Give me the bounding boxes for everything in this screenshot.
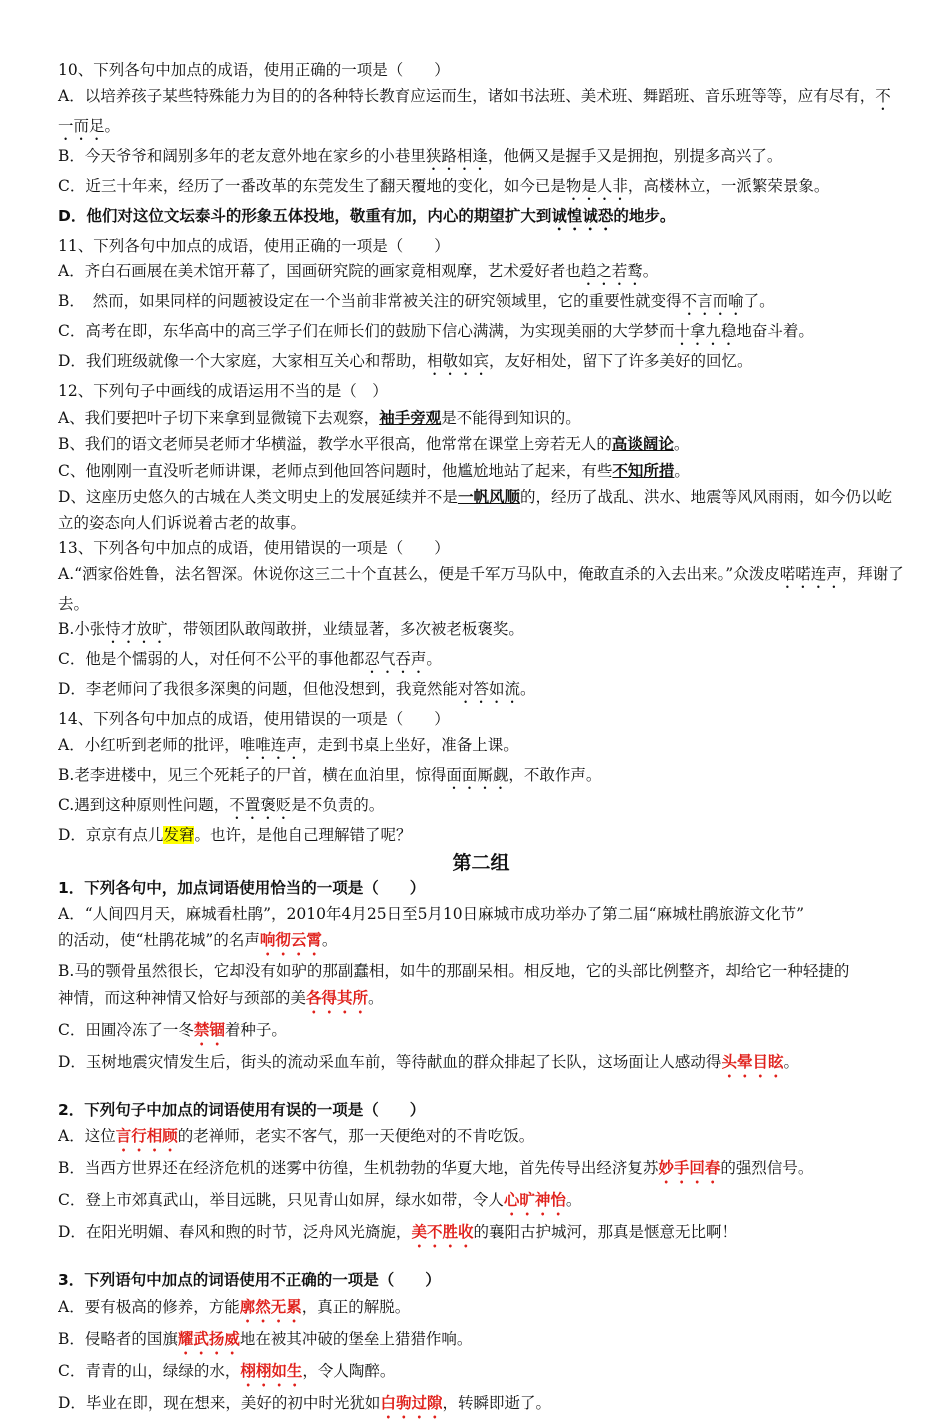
dotted-idiom: 不言而喻 (681, 292, 744, 310)
dotted-idiom: 唯唯连声 (239, 735, 302, 754)
red-dotted-idiom: 各得其所 (306, 987, 369, 1007)
q14-option-c: C.遇到这种原则性问题，不置褒贬是不负责的。 (58, 795, 385, 814)
underlined-idiom: 一帆风顺 (457, 487, 520, 506)
g2-q1-option-b-line1: B.马的颚骨虽然很长，它却没有如驴的那副蠢相，如牛的那副呆相。相反地，它的头部比例整齐，却给它一种轻捷的 (58, 962, 850, 980)
q11-option-c: C．高考在即，东华高中的高三学子们在师长们的鼓励下信心满满，为实现美丽的大学梦而十拿九稳地奋斗着。 (58, 322, 814, 340)
red-dotted-idiom: 言行相顾 (115, 1126, 178, 1145)
q10-option-a: A．以培养孩子某些特殊能力为目的的各种特长教育应运而生，诸如书法班、美术班、舞蹈班、音乐班等等，应有尽有，不一而足。 (58, 86, 891, 135)
q13-option-b: B.小张恃才放旷，带领团队敢闯敢拼，业绩显著，多次被老板褒奖。 (58, 620, 524, 638)
g2-q1-option-a-line1: A．“人间四月天，麻城看杜鹃”，2010年4月25日至5月10日麻城市成功举办了第二届“麻城杜鹃旅游文化节” (58, 904, 805, 923)
red-dotted-idiom: 美不胜收 (411, 1222, 474, 1241)
q14-stem: 14、下列各句中加点的成语，使用错误的一项是（ ） (58, 710, 450, 728)
g2-q1-option-b-line2: 神情，而这种神情又恰好与颈部的美各得其所。 (58, 987, 384, 1007)
g2-q1-option-c: C．田圃冷冻了一冬禁锢着种子。 (58, 1019, 287, 1039)
g2-q3-option-b: B．侵略者的国旗耀武扬威地在被其冲破的堡垒上猎猎作响。 (58, 1328, 473, 1348)
underlined-idiom: 袖手旁观 (379, 407, 442, 427)
g2-q2-option-d: D．在阳光明媚、春风和煦的时节，泛舟风光旖旎，美不胜收的襄阳古护城河，那真是惬意无比啊！ (58, 1222, 737, 1241)
document (58, 58, 904, 1422)
red-dotted-idiom: 廓然无累 (239, 1296, 302, 1316)
dotted-idiom: 狭路相逢 (425, 146, 488, 165)
dotted-idiom: 物是人非 (565, 176, 628, 195)
red-dotted-idiom: 禁锢 (193, 1019, 225, 1039)
q11-option-a: A．齐白石画展在美术馆开幕了，国画研究院的画家竟相观摩，艺术爱好者也趋之若鹜。 (58, 262, 659, 280)
underlined-idiom: 高谈阔论 (611, 434, 674, 453)
g2-q3-stem: 3．下列语句中加点的词语使用不正确的一项是（ ） (58, 1271, 441, 1289)
dotted-idiom: 对答如流 (457, 680, 520, 698)
underlined-idiom: 不知所措 (612, 460, 675, 480)
q12-option-c: C、他刚刚一直没听老师讲课，老师点到他回答问题时，他尴尬地站了起来，有些不知所措。 (58, 460, 690, 480)
red-dotted-idiom: 耀武扬威 (177, 1328, 240, 1348)
highlighted-word: 发窘 (163, 825, 195, 844)
dotted-idiom: 十拿九稳 (674, 322, 737, 340)
g2-q2-option-c: C．登上市郊真武山，举目远眺，只见青山如屏，绿水如带，令人心旷神怡。 (58, 1190, 582, 1209)
g2-q3-option-c: C．青青的山，绿绿的水，栩栩如生，令人陶醉。 (58, 1360, 396, 1380)
red-dotted-idiom: 妙手回春 (658, 1158, 721, 1177)
q12-option-d: D、这座历史悠久的古城在人类文明史上的发展延续并不是一帆风顺的，经历了战乱、洪水、地震等风风雨雨，如今仍以屹立的姿态向人们诉说着古老的故事。 (58, 487, 892, 532)
red-dotted-idiom: 白驹过隙 (380, 1392, 443, 1412)
q12-stem: 12、下列句子中画线的成语运用不当的是（ ） (58, 382, 388, 400)
g2-q2-option-a: A．这位言行相顾的老禅师，老实不客气，那一天便绝对的不肯吃饭。 (58, 1126, 535, 1145)
q11-option-d: D．我们班级就像一个大家庭，大家相互关心和帮助，相敬如宾，友好相处，留下了许多美好的回忆。 (58, 352, 753, 370)
g2-q2-stem: 2．下列句子中加点的词语使用有误的一项是（ ） (58, 1100, 426, 1119)
q10-option-d: D．他们对这位文坛泰斗的形象五体投地，敬重有加，内心的期望扩大到诚惶诚恐的地步。 (58, 206, 676, 225)
dotted-idiom: 诚惶诚恐 (551, 206, 614, 225)
g2-q1-option-a-line2: 的活动，使“杜鹃花城”的名声响彻云霄。 (58, 930, 338, 949)
dotted-idiom: 相敬如宾 (426, 352, 489, 370)
red-dotted-idiom: 心旷神怡 (503, 1190, 566, 1209)
q13-option-d: D．李老师问了我很多深奥的问题，但他没想到，我竟然能对答如流。 (58, 680, 536, 698)
q13-option-a: A.“洒家俗姓鲁，法名智深。休说你这三二十个直甚么，便是千军万马队中，俺敢直杀的入去出来。”众泼皮喏喏连声，拜谢了去。 (58, 564, 904, 613)
q14-option-d: D．京京有点儿发窘。也许，是他自己理解错了呢？ (58, 825, 412, 844)
q10-stem: 10、下列各句中加点的成语，使用正确的一项是（ ） (58, 61, 450, 79)
spacer (58, 1081, 904, 1098)
dotted-idiom: 面面厮觑 (446, 765, 509, 784)
red-dotted-idiom: 响彻云霄 (259, 930, 322, 949)
q14-option-a: A．小红听到老师的批评，唯唯连声，走到书桌上坐好，准备上课。 (58, 735, 519, 754)
q13-stem: 13、下列各句中加点的成语，使用错误的一项是（ ） (58, 539, 450, 557)
dotted-idiom: 不置褒贬 (229, 795, 292, 814)
dotted-idiom: 趋之若鹜 (580, 262, 643, 280)
q14-option-b: B.老李进楼中，见三个死耗子的尸首，横在血泊里，惊得面面厮觑，不敢作声。 (58, 765, 602, 784)
q11-option-b: B． 然而，如果同样的问题被设定在一个当前非常被关注的研究领域里，它的重要性就变得不言而喻了。 (58, 292, 775, 310)
section-title: 第二组 (452, 852, 510, 874)
g2-q3-option-d: D．毕业在即，现在想来，美好的初中时光犹如白驹过隙，转瞬即逝了。 (58, 1392, 551, 1412)
g2-q1-stem: 1．下列各句中，加点词语使用恰当的一项是（ ） (58, 879, 426, 897)
q12-option-b: B、我们的语文老师吴老师才华横溢，教学水平很高，他常常在课堂上旁若无人的高谈阔论。 (58, 434, 690, 453)
dotted-idiom: 忍气吞声 (364, 650, 427, 668)
q11-stem: 11、下列各句中加点的成语，使用正确的一项是（ ） (58, 236, 450, 255)
q12-option-a: A、我们要把叶子切下来拿到显微镜下去观察，袖手旁观是不能得到知识的。 (58, 407, 581, 427)
g2-q3-option-a: A．要有极高的修养，方能廓然无累，真正的解脱。 (58, 1296, 411, 1316)
q10-option-b: B．今天爷爷和阔别多年的老友意外地在家乡的小巷里狭路相逢，他俩又是握手又是拥抱，别提多高兴了。 (58, 146, 783, 165)
g2-q2-option-b: B．当西方世界还在经济危机的迷雾中彷徨，生机勃勃的华夏大地，首先传导出经济复苏妙手回春的强烈信号。 (58, 1158, 814, 1177)
dotted-idiom: 喏喏连声 (779, 564, 842, 583)
g2-q1-option-d: D．玉树地震灾情发生后，街头的流动采血车前，等待献血的群众排起了长队，这场面让人感动得头晕目眩。 (58, 1051, 799, 1071)
q13-option-c: C．他是个懦弱的人，对任何不公平的事他都忍气吞声。 (58, 650, 442, 668)
spacer (58, 1251, 904, 1268)
dotted-idiom: 恃才放旷 (105, 620, 168, 638)
dotted-idiom: 不一而足 (58, 86, 891, 135)
q10-option-c: C．近三十年来，经历了一番改革的东莞发生了翻天覆地的变化，如今已是物是人非，高楼林立，一派繁荣景象。 (58, 176, 830, 195)
red-dotted-idiom: 头晕目眩 (721, 1051, 784, 1071)
red-dotted-idiom: 栩栩如生 (240, 1360, 303, 1380)
